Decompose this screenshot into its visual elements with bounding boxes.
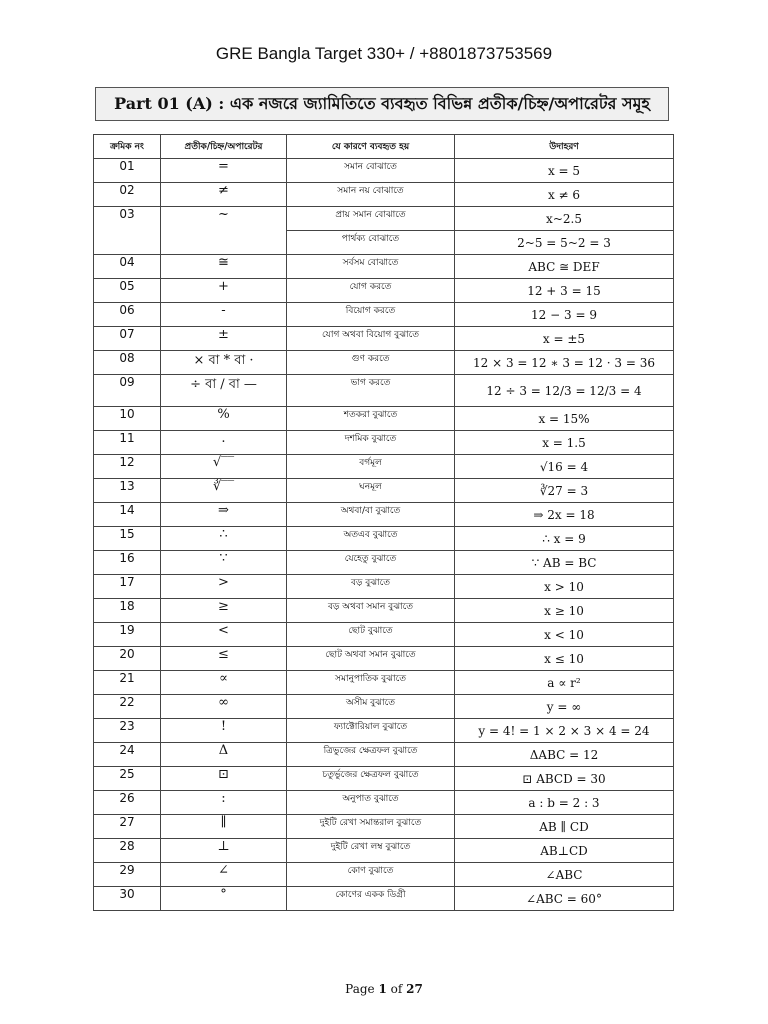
cell-usage: দুইটি রেখা লম্ব বুঝাতে: [287, 839, 455, 863]
cell-usage: প্রায় সমান বোঝাতে: [287, 207, 455, 231]
cell-serial: 24: [94, 743, 161, 767]
cell-symbol: Δ: [161, 743, 287, 767]
cell-example: ∵ AB = BC: [455, 551, 674, 575]
cell-usage: ভাগ করতে: [287, 375, 455, 407]
table-row: [94, 279, 674, 303]
cell-example: 2~5 = 5~2 = 3: [455, 231, 674, 255]
cell-symbol: ∵: [161, 551, 287, 575]
cell-example: 12 − 3 = 9: [455, 303, 674, 327]
table-row: [94, 719, 674, 743]
table-row: [94, 375, 674, 407]
cell-serial: 06: [94, 303, 161, 327]
cell-symbol: +: [161, 279, 287, 303]
cell-serial: 20: [94, 647, 161, 671]
cell-usage: বর্গমূল: [287, 455, 455, 479]
cell-serial: 13: [94, 479, 161, 503]
cell-serial: 25: [94, 767, 161, 791]
cell-usage: দশমিক বুঝাতে: [287, 431, 455, 455]
table-row: [94, 351, 674, 375]
cell-example: AB⊥CD: [455, 839, 674, 863]
cell-example: ∴ x = 9: [455, 527, 674, 551]
cell-serial: 17: [94, 575, 161, 599]
cell-symbol: ÷ বা / বা —: [161, 375, 287, 407]
cell-usage: ফ্যাক্টোরিয়াল বুঝাতে: [287, 719, 455, 743]
table-row: [94, 455, 674, 479]
footer-prefix: Page: [345, 982, 379, 996]
cell-example: y = 4! = 1 × 2 × 3 × 4 = 24: [455, 719, 674, 743]
cell-usage: কোণের একক ডিগ্রী: [287, 887, 455, 911]
cell-symbol: ∞: [161, 695, 287, 719]
table-row: [94, 407, 674, 431]
cell-usage: কোণ বুঝাতে: [287, 863, 455, 887]
cell-example: x ≠ 6: [455, 183, 674, 207]
cell-serial: 10: [94, 407, 161, 431]
cell-usage: শতকরা বুঝাতে: [287, 407, 455, 431]
cell-usage: ছোট বুঝাতে: [287, 623, 455, 647]
cell-serial: 29: [94, 863, 161, 887]
cell-symbol: °: [161, 887, 287, 911]
cell-example: ⊡ ABCD = 30: [455, 767, 674, 791]
cell-symbol: ∠: [161, 863, 287, 887]
page-header: GRE Bangla Target 330+ / +8801873753569: [215, 44, 553, 63]
cell-serial: 09: [94, 375, 161, 407]
cell-usage: বিয়োগ করতে: [287, 303, 455, 327]
cell-example: AB ∥ CD: [455, 815, 674, 839]
cell-example: x~2.5: [455, 207, 674, 231]
cell-serial: 04: [94, 255, 161, 279]
cell-symbol: >: [161, 575, 287, 599]
table-row: [94, 743, 674, 767]
cell-serial: 22: [94, 695, 161, 719]
cell-usage: বড় বুঝাতে: [287, 575, 455, 599]
cell-symbol: ≅: [161, 255, 287, 279]
cell-symbol: :: [161, 791, 287, 815]
cell-usage: ত্রিভুজের ক্ষেত্রফল বুঝাতে: [287, 743, 455, 767]
table-row: [94, 887, 674, 911]
document-title: Part 01 (A) : এক নজরে জ্যামিতিতে ব্যবহৃত বিভিন্ন প্রতীক/চিহ্ন/অপারেটর সমূহ: [95, 87, 669, 121]
cell-symbol: ∝: [161, 671, 287, 695]
table-row: [94, 815, 674, 839]
cell-symbol: √‾‾: [161, 455, 287, 479]
cell-symbol: ⇒: [161, 503, 287, 527]
footer-of: of: [386, 982, 407, 996]
cell-serial: 07: [94, 327, 161, 351]
cell-usage: অনুপাত বুঝাতে: [287, 791, 455, 815]
column-header-usage: যে কারণে ব্যবহৃত হয়: [287, 135, 455, 159]
cell-symbol: ∥: [161, 815, 287, 839]
column-header-symbol: প্রতীক/চিহ্ন/অপারেটর: [161, 135, 287, 159]
cell-example: a ∝ r²: [455, 671, 674, 695]
cell-symbol: ~: [161, 207, 287, 255]
cell-serial: 11: [94, 431, 161, 455]
cell-symbol: ≠: [161, 183, 287, 207]
symbol-table: [93, 134, 674, 911]
cell-serial: 02: [94, 183, 161, 207]
cell-serial: 26: [94, 791, 161, 815]
cell-serial: 19: [94, 623, 161, 647]
cell-serial: 15: [94, 527, 161, 551]
cell-example: 12 ÷ 3 = 12/3 = 12/3 = 4: [455, 375, 674, 407]
cell-serial: 05: [94, 279, 161, 303]
cell-symbol: ≥: [161, 599, 287, 623]
cell-usage: যোগ করতে: [287, 279, 455, 303]
cell-usage: ঘনমূল: [287, 479, 455, 503]
cell-serial: 18: [94, 599, 161, 623]
cell-usage: দুইটি রেখা সমান্তরাল বুঝাতে: [287, 815, 455, 839]
cell-symbol: !: [161, 719, 287, 743]
cell-example: x = 15%: [455, 407, 674, 431]
cell-example: ∠ABC: [455, 863, 674, 887]
column-header-serial: ক্রমিক নং: [94, 135, 161, 159]
table-row: [94, 183, 674, 207]
cell-example: x = 5: [455, 159, 674, 183]
cell-symbol: -: [161, 303, 287, 327]
cell-symbol: %: [161, 407, 287, 431]
table-row: [94, 207, 674, 231]
footer-page-number: 1: [378, 982, 387, 996]
cell-usage: চতুর্ভুজের ক্ষেত্রফল বুঝাতে: [287, 767, 455, 791]
table-row: [94, 303, 674, 327]
cell-usage: সমান নয় বোঝাতে: [287, 183, 455, 207]
table-header-row: [94, 135, 674, 159]
table-row: [94, 527, 674, 551]
cell-example: x ≤ 10: [455, 647, 674, 671]
cell-usage: ছোট অথবা সমান বুঝাতে: [287, 647, 455, 671]
cell-example: ∛27 = 3: [455, 479, 674, 503]
cell-symbol: ≤: [161, 647, 287, 671]
cell-serial: 03: [94, 207, 161, 255]
cell-serial: 21: [94, 671, 161, 695]
footer-total-pages: 27: [406, 982, 423, 996]
cell-usage: সর্বসম বোঝাতে: [287, 255, 455, 279]
cell-serial: 27: [94, 815, 161, 839]
cell-serial: 01: [94, 159, 161, 183]
cell-symbol: ±: [161, 327, 287, 351]
table-row: [94, 647, 674, 671]
table-row: [94, 671, 674, 695]
cell-symbol: .: [161, 431, 287, 455]
page-footer: [0, 982, 768, 996]
table-row: [94, 599, 674, 623]
table-row: [94, 695, 674, 719]
table-row: [94, 479, 674, 503]
cell-example: 12 × 3 = 12 ∗ 3 = 12 · 3 = 36: [455, 351, 674, 375]
cell-symbol: <: [161, 623, 287, 647]
table-row: [94, 791, 674, 815]
cell-symbol: × বা * বা ·: [161, 351, 287, 375]
column-header-example: উদাহরণ: [455, 135, 674, 159]
table-row: [94, 551, 674, 575]
cell-symbol: ⊥: [161, 839, 287, 863]
cell-usage: অথবা/বা বুঝাতে: [287, 503, 455, 527]
cell-example: ⇒ 2x = 18: [455, 503, 674, 527]
cell-usage: যোগ অথবা বিয়োগ বুঝাতে: [287, 327, 455, 351]
table-row: [94, 863, 674, 887]
table-row: [94, 327, 674, 351]
cell-example: ΔABC = 12: [455, 743, 674, 767]
cell-usage: সমানুপাতিক বুঝাতে: [287, 671, 455, 695]
cell-serial: 30: [94, 887, 161, 911]
cell-example: x ≥ 10: [455, 599, 674, 623]
table-row: [94, 623, 674, 647]
cell-example: x < 10: [455, 623, 674, 647]
table-row: [94, 431, 674, 455]
cell-symbol: =: [161, 159, 287, 183]
cell-serial: 08: [94, 351, 161, 375]
table-row: [94, 255, 674, 279]
cell-usage: অতএব বুঝাতে: [287, 527, 455, 551]
cell-usage: গুণ করতে: [287, 351, 455, 375]
cell-example: √16 = 4: [455, 455, 674, 479]
cell-symbol: ⊡: [161, 767, 287, 791]
table-row: [94, 159, 674, 183]
cell-serial: 12: [94, 455, 161, 479]
cell-example: y = ∞: [455, 695, 674, 719]
cell-usage: বড় অথবা সমান বুঝাতে: [287, 599, 455, 623]
table-row: [94, 575, 674, 599]
cell-example: x = ±5: [455, 327, 674, 351]
cell-example: a : b = 2 : 3: [455, 791, 674, 815]
table-row: [94, 839, 674, 863]
cell-serial: 16: [94, 551, 161, 575]
cell-example: 12 + 3 = 15: [455, 279, 674, 303]
cell-usage: পার্থক্য বোঝাতে: [287, 231, 455, 255]
cell-example: ABC ≅ DEF: [455, 255, 674, 279]
table-row: [94, 767, 674, 791]
cell-symbol: ∛‾‾: [161, 479, 287, 503]
cell-example: ∠ABC = 60°: [455, 887, 674, 911]
cell-symbol: ∴: [161, 527, 287, 551]
cell-serial: 14: [94, 503, 161, 527]
cell-usage: অসীম বুঝাতে: [287, 695, 455, 719]
cell-usage: যেহেতু বুঝাতে: [287, 551, 455, 575]
cell-example: x > 10: [455, 575, 674, 599]
table-row: [94, 503, 674, 527]
cell-serial: 23: [94, 719, 161, 743]
cell-example: x = 1.5: [455, 431, 674, 455]
cell-usage: সমান বোঝাতে: [287, 159, 455, 183]
cell-serial: 28: [94, 839, 161, 863]
